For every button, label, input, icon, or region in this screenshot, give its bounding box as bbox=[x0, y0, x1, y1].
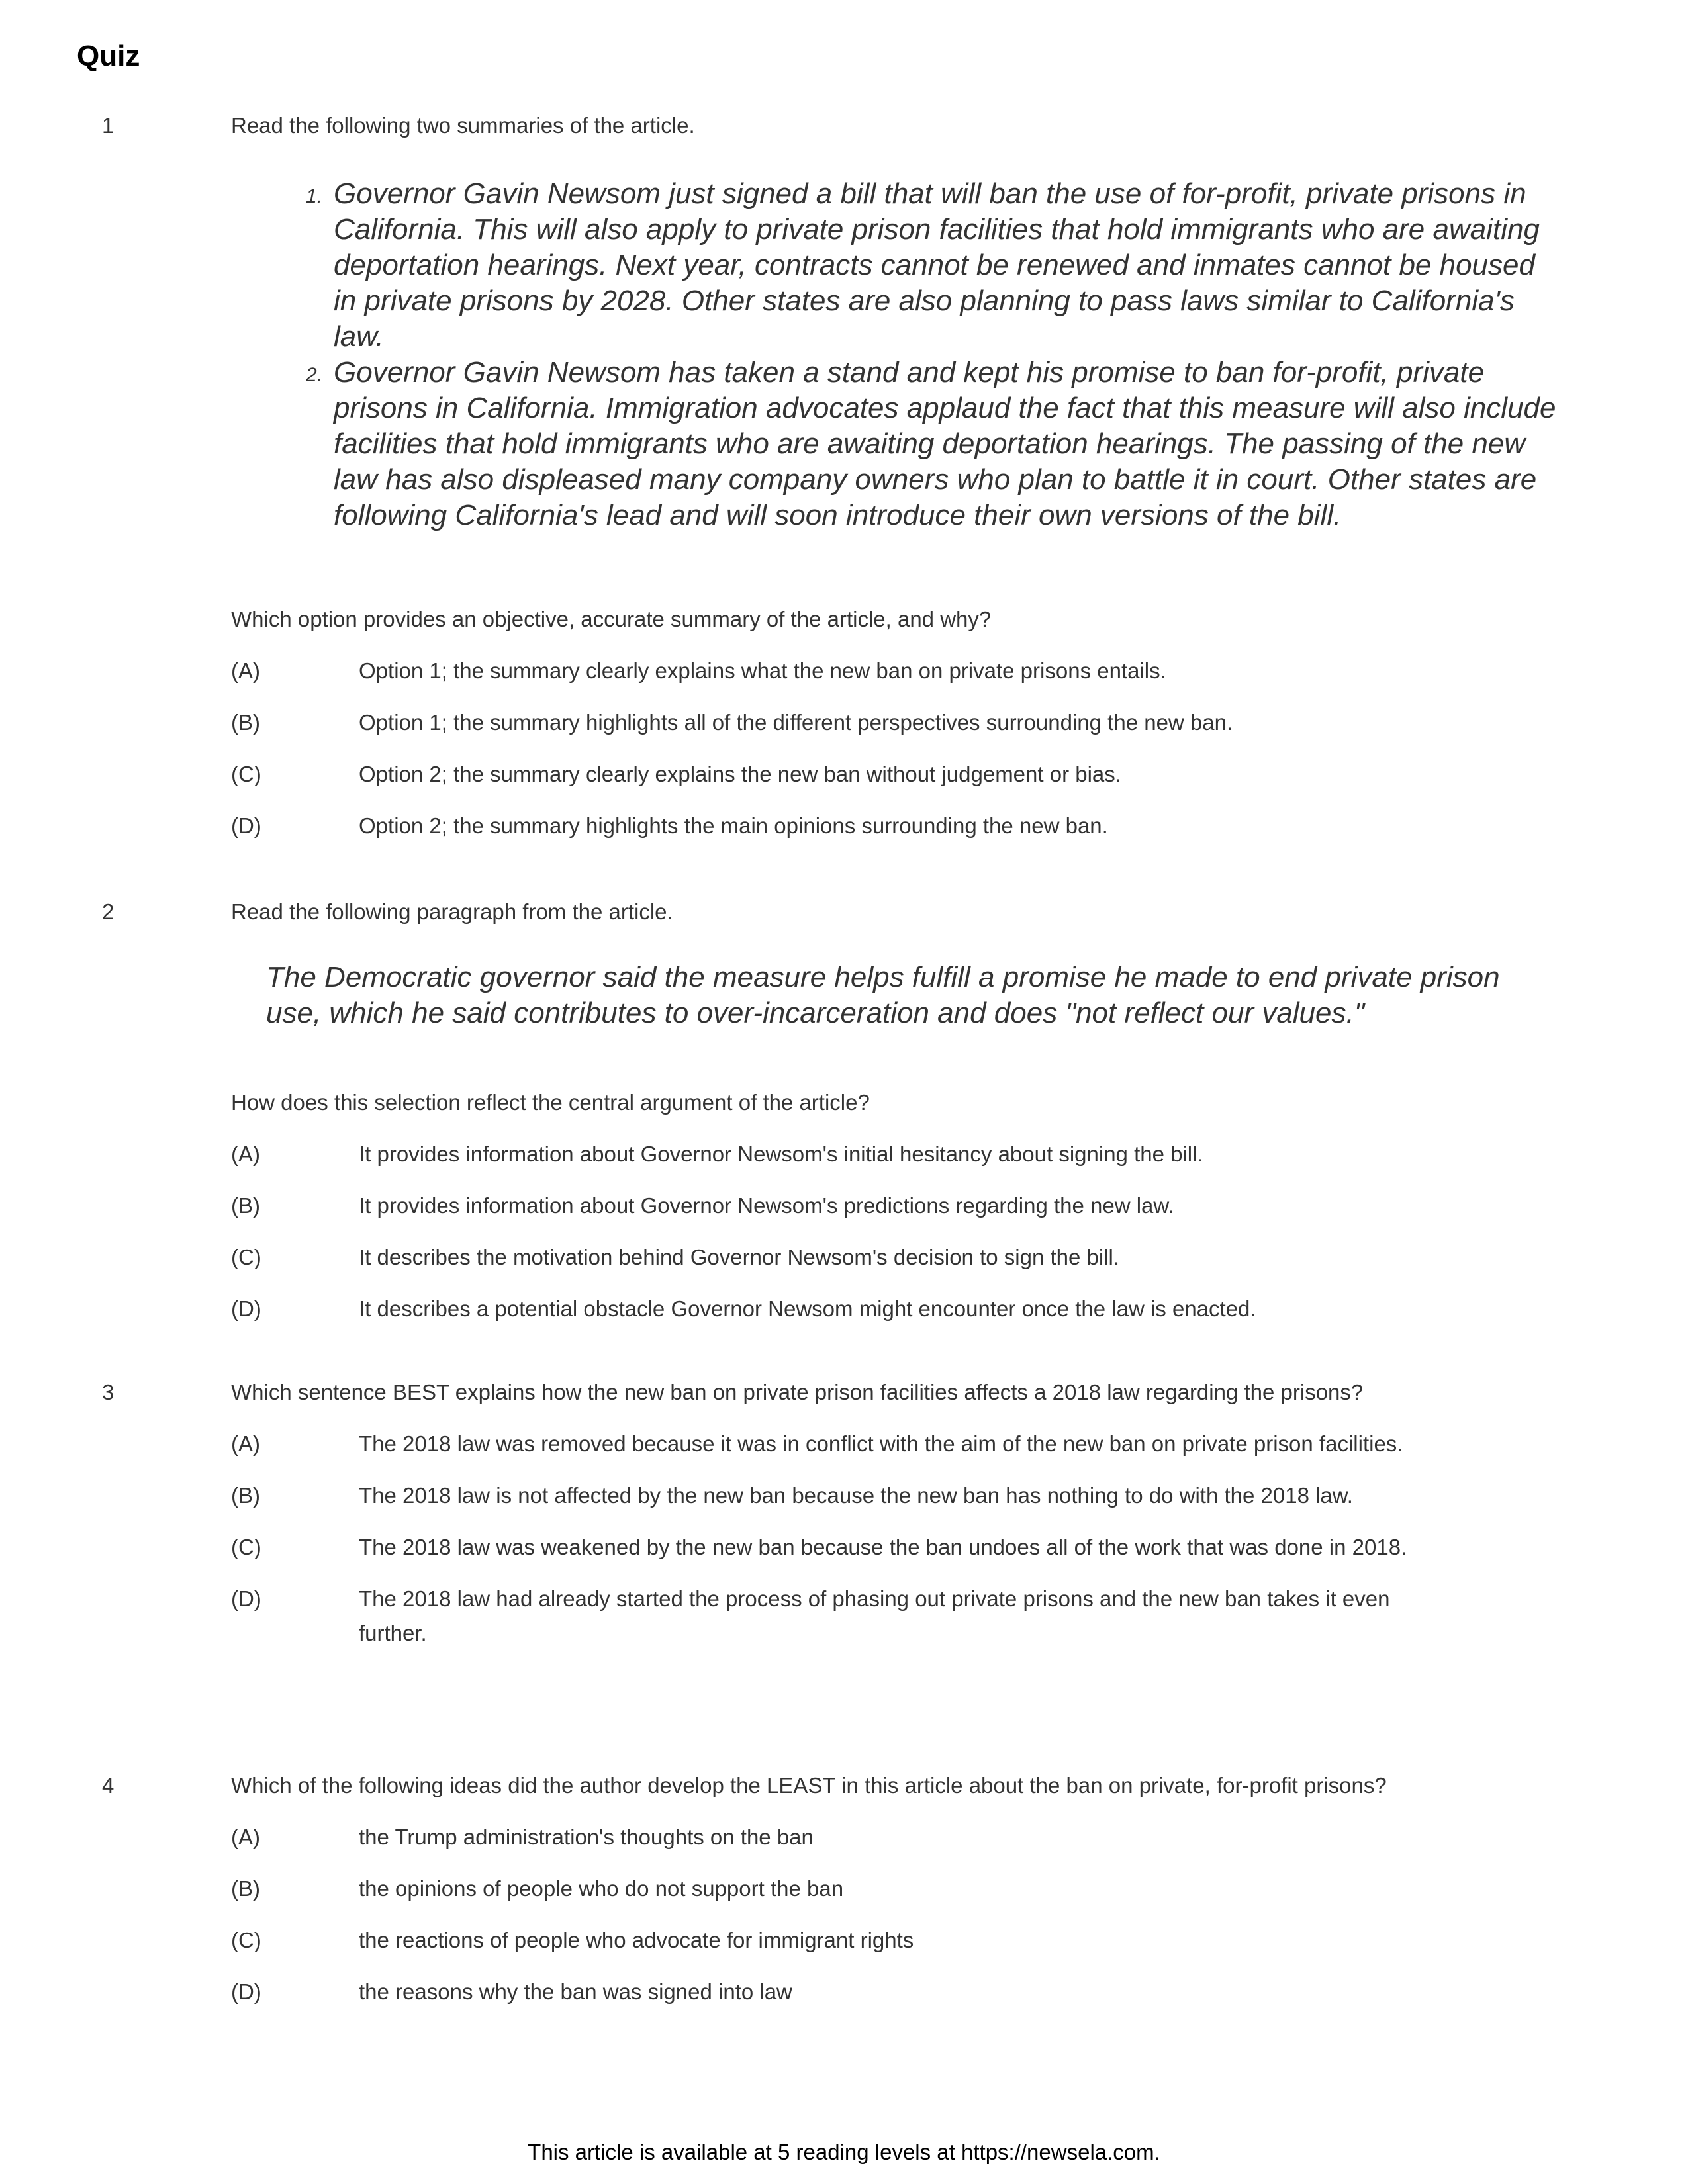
option-letter: (B) bbox=[231, 1876, 260, 1901]
option-text: the Trump administration's thoughts on the ban bbox=[359, 1825, 814, 1849]
option-text: the opinions of people who do not support the ban bbox=[359, 1876, 844, 1901]
question-stem: How does this selection reflect the central argument of the article? bbox=[231, 1090, 870, 1115]
option-letter: (B) bbox=[231, 1483, 260, 1508]
answer-option-a[interactable] bbox=[231, 1137, 1522, 1171]
option-letter: (C) bbox=[231, 1245, 261, 1269]
option-text: The 2018 law had already started the process of phasing out private prisons and the new ban takes it even further. bbox=[359, 1586, 1390, 1645]
option-text: The 2018 law was weakened by the new ban because the ban undoes all of the work that was done in 2018. bbox=[359, 1535, 1407, 1559]
option-text: It describes the motivation behind Governor Newsom's decision to sign the bill. bbox=[359, 1245, 1120, 1269]
question-prompt: Read the following paragraph from the article. bbox=[231, 899, 673, 924]
option-letter: (C) bbox=[231, 762, 261, 786]
answer-options bbox=[231, 1427, 1522, 1668]
question-prompt: Which sentence BEST explains how the new ban on private prison facilities affects a 2018 law regarding the prisons? bbox=[231, 1380, 1364, 1404]
question-stem: Which option provides an objective, accurate summary of the article, and why? bbox=[231, 607, 992, 631]
summary-text: Governor Gavin Newsom just signed a bill that will ban the use of for-profit, private prisons in California. This will also apply to private prison facilities that hold immigrants who are awaiting deportation hearings. Next year, contracts cannot be renewed and inmates cannot be housed in private prisons by 2028. Other states are also planning to pass laws similar to California's law. bbox=[334, 177, 1540, 353]
answer-options bbox=[231, 654, 1522, 860]
summary-list bbox=[306, 176, 1564, 533]
answer-option-c[interactable] bbox=[231, 757, 1522, 792]
option-text: the reasons why the ban was signed into law bbox=[359, 1979, 792, 2004]
option-letter: (D) bbox=[231, 1297, 261, 1321]
option-letter: (A) bbox=[231, 1432, 260, 1456]
option-text: The 2018 law was removed because it was in conflict with the aim of the new ban on private prison facilities. bbox=[359, 1432, 1403, 1456]
option-text: The 2018 law is not affected by the new ban because the new ban has nothing to do with the 2018 law. bbox=[359, 1483, 1353, 1508]
answer-option-d[interactable] bbox=[231, 809, 1522, 843]
option-text: It provides information about Governor Newsom's predictions regarding the new law. bbox=[359, 1193, 1174, 1218]
question-number: 4 bbox=[102, 1773, 115, 1797]
summary-number: 1. bbox=[306, 185, 323, 207]
answer-options bbox=[231, 1137, 1522, 1343]
option-text: It describes a potential obstacle Governor Newsom might encounter once the law is enacted. bbox=[359, 1297, 1256, 1321]
article-quote: The Democratic governor said the measure helps fulfill a promise he made to end private prison use, which he said contributes to over-incarceration and does "not reflect our values." bbox=[266, 961, 1500, 1029]
option-text: Option 2; the summary clearly explains the new ban without judgement or bias. bbox=[359, 762, 1121, 786]
option-text: the reactions of people who advocate for immigrant rights bbox=[359, 1928, 914, 1952]
option-letter: (D) bbox=[231, 1586, 261, 1611]
answer-option-a[interactable] bbox=[231, 1820, 1522, 1854]
answer-option-c[interactable] bbox=[231, 1530, 1522, 1565]
answer-option-c[interactable] bbox=[231, 1923, 1522, 1958]
question-prompt: Read the following two summaries of the article. bbox=[231, 113, 695, 138]
answer-option-a[interactable] bbox=[231, 1427, 1522, 1461]
answer-option-b[interactable] bbox=[231, 1872, 1522, 1906]
question-number: 1 bbox=[102, 113, 115, 138]
answer-option-c[interactable] bbox=[231, 1240, 1522, 1275]
option-letter: (C) bbox=[231, 1535, 261, 1559]
summary-number: 2. bbox=[306, 364, 323, 386]
option-text: Option 1; the summary highlights all of the different perspectives surrounding the new ban. bbox=[359, 710, 1233, 735]
option-text: Option 1; the summary clearly explains what the new ban on private prisons entails. bbox=[359, 659, 1166, 683]
summary-item bbox=[306, 355, 1564, 533]
question-prompt: Which of the following ideas did the author develop the LEAST in this article about the ban on private, for-profit prisons? bbox=[231, 1773, 1387, 1797]
page-title: Quiz bbox=[77, 40, 140, 72]
option-letter: (D) bbox=[231, 813, 261, 838]
option-letter: (B) bbox=[231, 710, 260, 735]
option-letter: (A) bbox=[231, 659, 260, 683]
question-number: 3 bbox=[102, 1380, 115, 1404]
option-letter: (B) bbox=[231, 1193, 260, 1218]
answer-option-a[interactable] bbox=[231, 654, 1522, 688]
option-letter: (D) bbox=[231, 1979, 261, 2004]
answer-option-d[interactable] bbox=[231, 1582, 1522, 1651]
option-letter: (C) bbox=[231, 1928, 261, 1952]
answer-options bbox=[231, 1820, 1522, 2026]
summary-text: Governor Gavin Newsom has taken a stand and kept his promise to ban for-profit, private prisons in California. Immigration advocates applaud the fact that this measure will also include facilities that hold immigrants who are awaiting deportation hearings. The passing of the new law has also displeased many company owners who plan to battle it in court. Other states are following California's lead and will soon introduce their own versions of the bill. bbox=[334, 356, 1556, 531]
option-letter: (A) bbox=[231, 1142, 260, 1166]
answer-option-b[interactable] bbox=[231, 1189, 1522, 1223]
answer-option-b[interactable] bbox=[231, 705, 1522, 740]
option-text: Option 2; the summary highlights the main opinions surrounding the new ban. bbox=[359, 813, 1108, 838]
answer-option-d[interactable] bbox=[231, 1292, 1522, 1326]
option-letter: (A) bbox=[231, 1825, 260, 1849]
summary-item bbox=[306, 176, 1564, 355]
answer-option-d[interactable] bbox=[231, 1975, 1522, 2009]
option-text: It provides information about Governor Newsom's initial hesitancy about signing the bill. bbox=[359, 1142, 1203, 1166]
question-number: 2 bbox=[102, 899, 115, 924]
page-footer: This article is available at 5 reading levels at https://newsela.com. bbox=[528, 2140, 1160, 2164]
answer-option-b[interactable] bbox=[231, 1479, 1522, 1513]
